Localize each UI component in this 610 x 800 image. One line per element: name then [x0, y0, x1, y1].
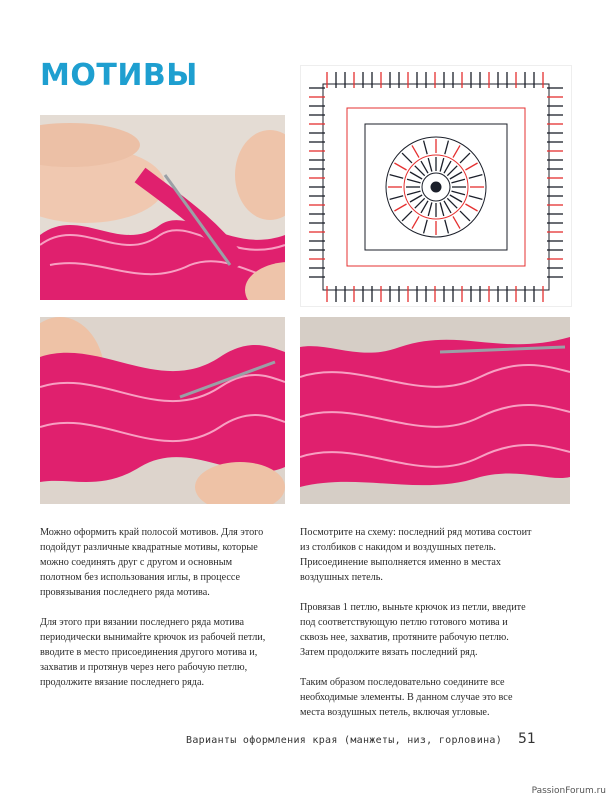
text-column-right — [300, 525, 532, 735]
paragraph: Можно оформить край полосой мотивов. Для этого подойдут различные квадратные мотивы, которые можно соединять друг с другом и основным полотном без использования иглы, в процессе провязывания последнего ряда мотива. — [40, 527, 264, 598]
photo-joining-motifs — [40, 317, 285, 504]
watermark: PassionForum.ru — [531, 786, 606, 796]
paragraph: Таким образом последовательно соедините все необходимые элементы. В данном случае это все места воздушных петель, включая угловые. — [300, 677, 513, 718]
paragraph: Для этого при вязании последнего ряда мотива периодически вынимайте крючок из рабочей петли, вводите в место присоединения другого мотива и, захватив и протянув через него рабочую петлю, продолжите вязание последнего ряда. — [40, 617, 266, 688]
running-title: Варианты оформления края (манжеты, низ, горловина) — [186, 735, 503, 746]
page-title: МОТИВЫ — [40, 58, 198, 93]
photo-hands-crochet — [40, 115, 285, 300]
page-number: 51 — [518, 731, 536, 747]
paragraph: Посмотрите на схему: последний ряд мотива состоит из столбиков с накидом и воздушных петель. Присоединение выполняется именно в местах воздушных петель. — [300, 527, 532, 583]
text-column-left — [40, 525, 272, 705]
photo-joined-strip — [300, 317, 570, 504]
crochet-scheme — [300, 65, 572, 307]
paragraph: Провязав 1 петлю, выньте крючок из петли, введите под соответствующую петлю готового мотива и сквозь нее, захватив, протяните рабочую петлю. Затем продолжите вязать последний ряд. — [300, 602, 526, 658]
